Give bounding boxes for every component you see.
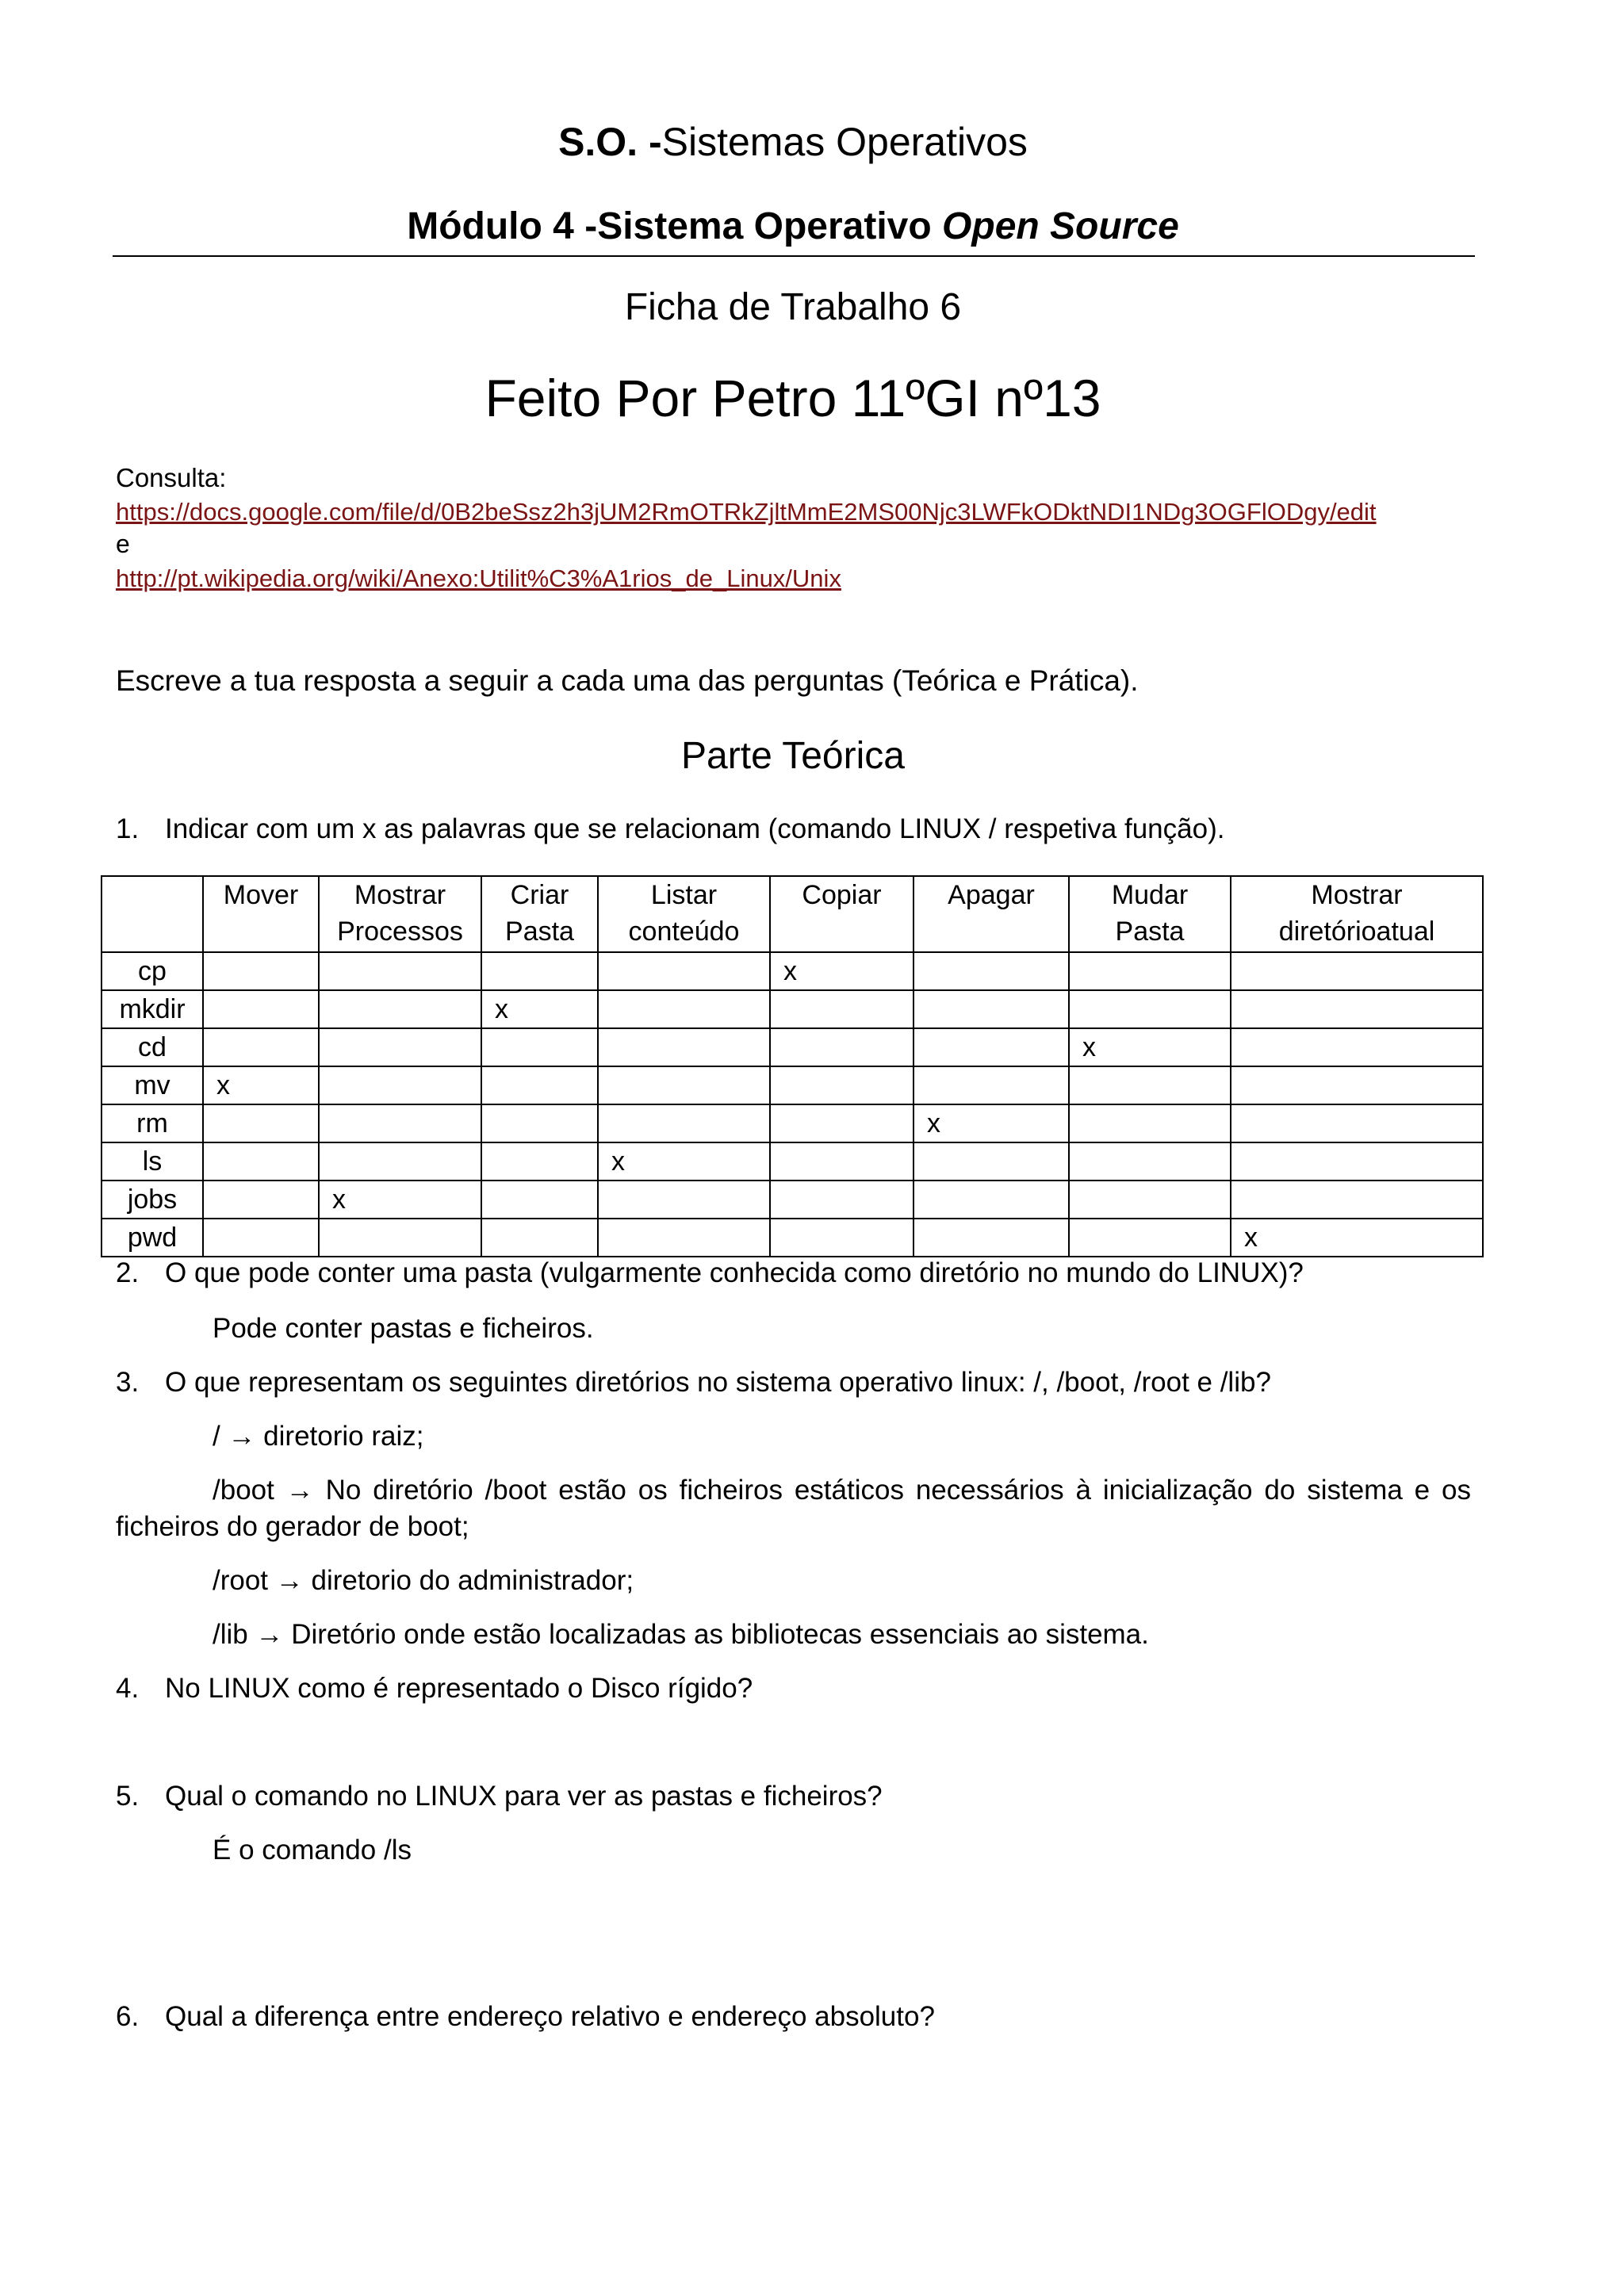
mark-cell [481, 1066, 598, 1104]
mark-cell [481, 1181, 598, 1219]
mark-cell: x [770, 952, 914, 990]
mark-cell [203, 1181, 319, 1219]
mark-cell [319, 1028, 481, 1066]
mark-cell [319, 1066, 481, 1104]
answer-2: Pode conter pastas e ficheiros. [213, 1313, 594, 1344]
mark-cell [598, 1219, 770, 1257]
consulta-link-google-docs[interactable]: https://docs.google.com/file/d/0B2beSsz2h3jUM2RmOTRkZjltMmE2MS00Njc3LWFkODktNDI1NDg3OGFlODgy/edit [116, 498, 1377, 526]
mark-cell [319, 952, 481, 990]
question-text: Qual a diferença entre endereço relativo e endereço absoluto? [165, 2001, 935, 2032]
question-text: O que pode conter uma pasta (vulgarmente conhecida como diretório no mundo do LINUX)? [165, 1257, 1304, 1288]
answer-3-boot-line-1: /boot → No diretório /boot estão os ficheiros estáticos necessários à inicialização do sistema e os [213, 1475, 1471, 1506]
mark-cell [914, 1181, 1069, 1219]
author-line: Feito Por Petro 11ºGI nº13 [485, 369, 1101, 427]
instruction-text: Escreve a tua resposta a seguir a cada uma das perguntas (Teórica e Prática). [116, 664, 1139, 697]
mark-cell [914, 952, 1069, 990]
mark-cell: x [914, 1104, 1069, 1142]
mark-cell [1069, 990, 1231, 1028]
table-row [102, 1104, 1483, 1142]
answer-3-root: / → diretorio raiz; [213, 1421, 424, 1452]
table-header-cell: Apagar [914, 876, 1069, 952]
mark-cell [914, 1219, 1069, 1257]
worksheet-title: Ficha de Trabalho 6 [624, 286, 962, 328]
table-header-row [102, 876, 1483, 952]
table-row [102, 1142, 1483, 1181]
question-number: 2. [116, 1257, 140, 1288]
table-header-cell: Mudar Pasta [1069, 876, 1231, 952]
table-header-cell: Copiar [770, 876, 914, 952]
mark-cell [203, 990, 319, 1028]
mark-cell [598, 1066, 770, 1104]
table-header-cell: Mostrar Processos [319, 876, 481, 952]
table-header-cell [102, 876, 203, 952]
table-header-cell: Mostrar diretórioatual [1231, 876, 1483, 952]
mark-cell [598, 990, 770, 1028]
question-number: 3. [116, 1367, 140, 1398]
course-abbrev: S.O. - [558, 120, 662, 164]
question-text: No LINUX como é representado o Disco rígido? [165, 1673, 753, 1704]
question-text: O que representam os seguintes diretórios no sistema operativo linux: /, /boot, /root e /lib? [165, 1367, 1271, 1398]
module-italic: Open Source [942, 205, 1179, 247]
mark-cell [1231, 1104, 1483, 1142]
command-cell: pwd [102, 1219, 203, 1257]
answer-3-lib: /lib → Diretório onde estão localizadas as bibliotecas essenciais ao sistema. [213, 1619, 1149, 1650]
command-cell: jobs [102, 1181, 203, 1219]
command-cell: mkdir [102, 990, 203, 1028]
table-row [102, 1028, 1483, 1066]
mark-cell [203, 1104, 319, 1142]
command-cell: mv [102, 1066, 203, 1104]
table-header-cell: Listar conteúdo [598, 876, 770, 952]
mark-cell [481, 952, 598, 990]
mark-cell [1069, 952, 1231, 990]
mark-cell [598, 1104, 770, 1142]
table-row [102, 1219, 1483, 1257]
command-cell: cp [102, 952, 203, 990]
mark-cell [481, 1219, 598, 1257]
command-cell: cd [102, 1028, 203, 1066]
table-header-cell: Criar Pasta [481, 876, 598, 952]
module-title [0, 205, 1586, 248]
answer-3-rootdir: /root → diretorio do administrador; [213, 1565, 634, 1596]
mark-cell [1231, 952, 1483, 990]
mark-cell [770, 1104, 914, 1142]
table-row [102, 1181, 1483, 1219]
mark-cell [319, 1219, 481, 1257]
question-text: Qual o comando no LINUX para ver as pastas e ficheiros? [165, 1781, 883, 1812]
header-rule [113, 255, 1475, 257]
mark-cell: x [481, 990, 598, 1028]
mark-cell [319, 1142, 481, 1181]
table-row [102, 952, 1483, 990]
mark-cell: x [1231, 1219, 1483, 1257]
command-cell: rm [102, 1104, 203, 1142]
mark-cell [914, 1028, 1069, 1066]
mark-cell [203, 1142, 319, 1181]
question-number: 6. [116, 2001, 140, 2032]
mark-cell [203, 952, 319, 990]
mark-cell [203, 1219, 319, 1257]
module-prefix: Módulo 4 -Sistema Operativo [407, 205, 943, 247]
mark-cell [319, 1104, 481, 1142]
mark-cell [1231, 1028, 1483, 1066]
mark-cell [770, 990, 914, 1028]
mark-cell [1069, 1104, 1231, 1142]
mark-cell [1069, 1181, 1231, 1219]
mark-cell [1069, 1219, 1231, 1257]
course-title [0, 119, 1586, 165]
mark-cell: x [598, 1142, 770, 1181]
mark-cell [1231, 1066, 1483, 1104]
mark-cell [1069, 1066, 1231, 1104]
mark-cell [1231, 1181, 1483, 1219]
answer-5: É o comando /ls [213, 1835, 412, 1866]
command-function-table [101, 875, 1484, 1257]
mark-cell [481, 1104, 598, 1142]
mark-cell [770, 1181, 914, 1219]
mark-cell [914, 1142, 1069, 1181]
consulta-link-wikipedia[interactable]: http://pt.wikipedia.org/wiki/Anexo:Utilit%C3%A1rios_de_Linux/Unix [116, 564, 841, 592]
mark-cell [1231, 1142, 1483, 1181]
mark-cell [203, 1028, 319, 1066]
section-title: Parte Teórica [681, 735, 905, 777]
table-row [102, 990, 1483, 1028]
table-header-cell: Mover [203, 876, 319, 952]
question-text: Indicar com um x as palavras que se relacionam (comando LINUX / respetiva função). [165, 813, 1225, 844]
mark-cell [481, 1028, 598, 1066]
mark-cell [319, 990, 481, 1028]
answer-3-boot-line-2: ficheiros do gerador de boot; [116, 1511, 469, 1542]
mark-cell [770, 1028, 914, 1066]
table-row [102, 1066, 1483, 1104]
question-number: 4. [116, 1673, 140, 1704]
mark-cell: x [1069, 1028, 1231, 1066]
mark-cell [598, 1028, 770, 1066]
question-number: 5. [116, 1781, 140, 1812]
command-cell: ls [102, 1142, 203, 1181]
mark-cell [481, 1142, 598, 1181]
mark-cell [1231, 990, 1483, 1028]
mark-cell [770, 1219, 914, 1257]
mark-cell [914, 1066, 1069, 1104]
mark-cell: x [319, 1181, 481, 1219]
mark-cell [914, 990, 1069, 1028]
consulta-connector: e [116, 530, 130, 558]
mark-cell [1069, 1142, 1231, 1181]
mark-cell [598, 1181, 770, 1219]
course-name: Sistemas Operativos [661, 120, 1028, 164]
consulta-label: Consulta: [116, 463, 227, 492]
mark-cell [770, 1066, 914, 1104]
mark-cell [598, 952, 770, 990]
mark-cell: x [203, 1066, 319, 1104]
mark-cell [770, 1142, 914, 1181]
question-number: 1. [116, 813, 140, 844]
